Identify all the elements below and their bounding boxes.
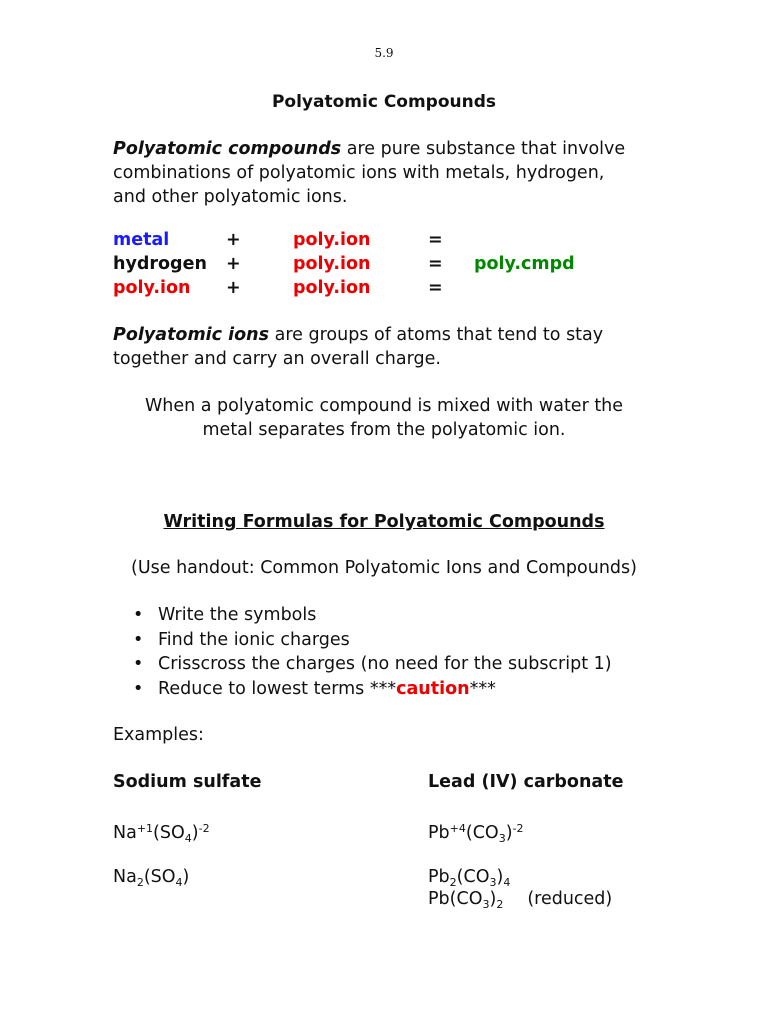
eq-row2-left: hydrogen [113, 254, 207, 274]
formula-sup: +1 [136, 822, 154, 835]
eq-row1-plus: + [226, 230, 241, 250]
formula-part: Pb [428, 823, 450, 843]
formula-sub: 4 [175, 876, 183, 889]
formula-sub: 3 [482, 898, 490, 911]
step4-suffix: *** [469, 679, 496, 700]
formula-part: (SO [153, 823, 185, 843]
formula-part: Pb(CO [428, 889, 483, 909]
ions-term: Polyatomic ions [113, 325, 270, 345]
eq-row1-left: metal [113, 230, 170, 250]
step4-prefix: Reduce to lowest terms *** [158, 679, 397, 700]
caution-text: caution [396, 679, 470, 700]
formula-sub: 2 [496, 898, 504, 911]
intro-line2: combinations of polyatomic ions with metals, hydrogen, [113, 163, 605, 183]
ions-line1: are groups of atoms that tend to stay [269, 325, 604, 345]
list-item: • Write the symbols [133, 603, 612, 628]
formula-sub: 2 [449, 876, 457, 889]
example2-formula-charges [428, 818, 524, 850]
eq-row2-ion: poly.ion [293, 254, 371, 274]
note-line2: metal separates from the polyatomic ion. [202, 420, 566, 440]
example1-formula-charges [113, 818, 210, 850]
formula-sub: 2 [136, 876, 144, 889]
steps-list [133, 603, 612, 702]
example1-name: Sodium sulfate [113, 772, 262, 792]
formula-sup: +4 [449, 822, 466, 835]
formula-sub: 3 [498, 832, 506, 845]
page-number: 5.9 [374, 46, 394, 60]
eq-row2-plus: + [226, 254, 241, 274]
example2-formula-reduced [428, 888, 612, 916]
formula-sup: -2 [512, 822, 524, 835]
reduced-note: (reduced) [527, 889, 613, 909]
eq-row3-plus: + [226, 278, 241, 298]
example2-name: Lead (IV) carbonate [428, 772, 624, 792]
ions-definition [113, 323, 673, 371]
formula-part: (SO [143, 867, 176, 887]
formula-part: (CO [456, 867, 490, 887]
formula-part: Na [113, 823, 137, 843]
formula-part: ) [496, 867, 504, 887]
formula-sub: 3 [489, 876, 497, 889]
eq-row3-equals: = [428, 278, 443, 298]
formula-sub: 4 [503, 876, 511, 889]
formula-part: Pb [428, 867, 450, 887]
list-item: • Find the ionic charges [133, 628, 612, 653]
intro-paragraph [113, 137, 673, 209]
eq-result: poly.cmpd [474, 254, 575, 274]
formula-part: Na [113, 867, 137, 887]
formula-part: ) [191, 823, 199, 843]
eq-row3-left: poly.ion [113, 278, 191, 298]
section-heading: Writing Formulas for Polyatomic Compounds [163, 512, 605, 532]
formula-sup: -2 [198, 822, 210, 835]
formula-part: ) [489, 889, 497, 909]
eq-row1-ion: poly.ion [293, 230, 371, 250]
note-line1: When a polyatomic compound is mixed with water the [144, 396, 624, 416]
formula-part: ) [182, 867, 190, 887]
page-title: Polyatomic Compounds [271, 92, 497, 112]
examples-label: Examples: [113, 725, 204, 745]
formula-sub: 4 [184, 832, 192, 845]
handout-note: (Use handout: Common Polyatomic Ions and Compounds) [131, 558, 637, 578]
eq-row1-equals: = [428, 230, 443, 250]
water-note [0, 394, 768, 442]
formula-part: ) [505, 823, 513, 843]
ions-line2: together and carry an overall charge. [113, 349, 441, 369]
formula-part: (CO [465, 823, 499, 843]
intro-line3: and other polyatomic ions. [113, 187, 348, 207]
eq-row3-ion: poly.ion [293, 278, 371, 298]
intro-term: Polyatomic compounds [113, 139, 342, 159]
example1-formula-final [113, 866, 189, 894]
list-item: • Crisscross the charges (no need for the subscript 1) [133, 652, 612, 677]
eq-row2-equals: = [428, 254, 443, 274]
list-item [133, 677, 612, 702]
intro-line1: are pure substance that involve [341, 139, 626, 159]
